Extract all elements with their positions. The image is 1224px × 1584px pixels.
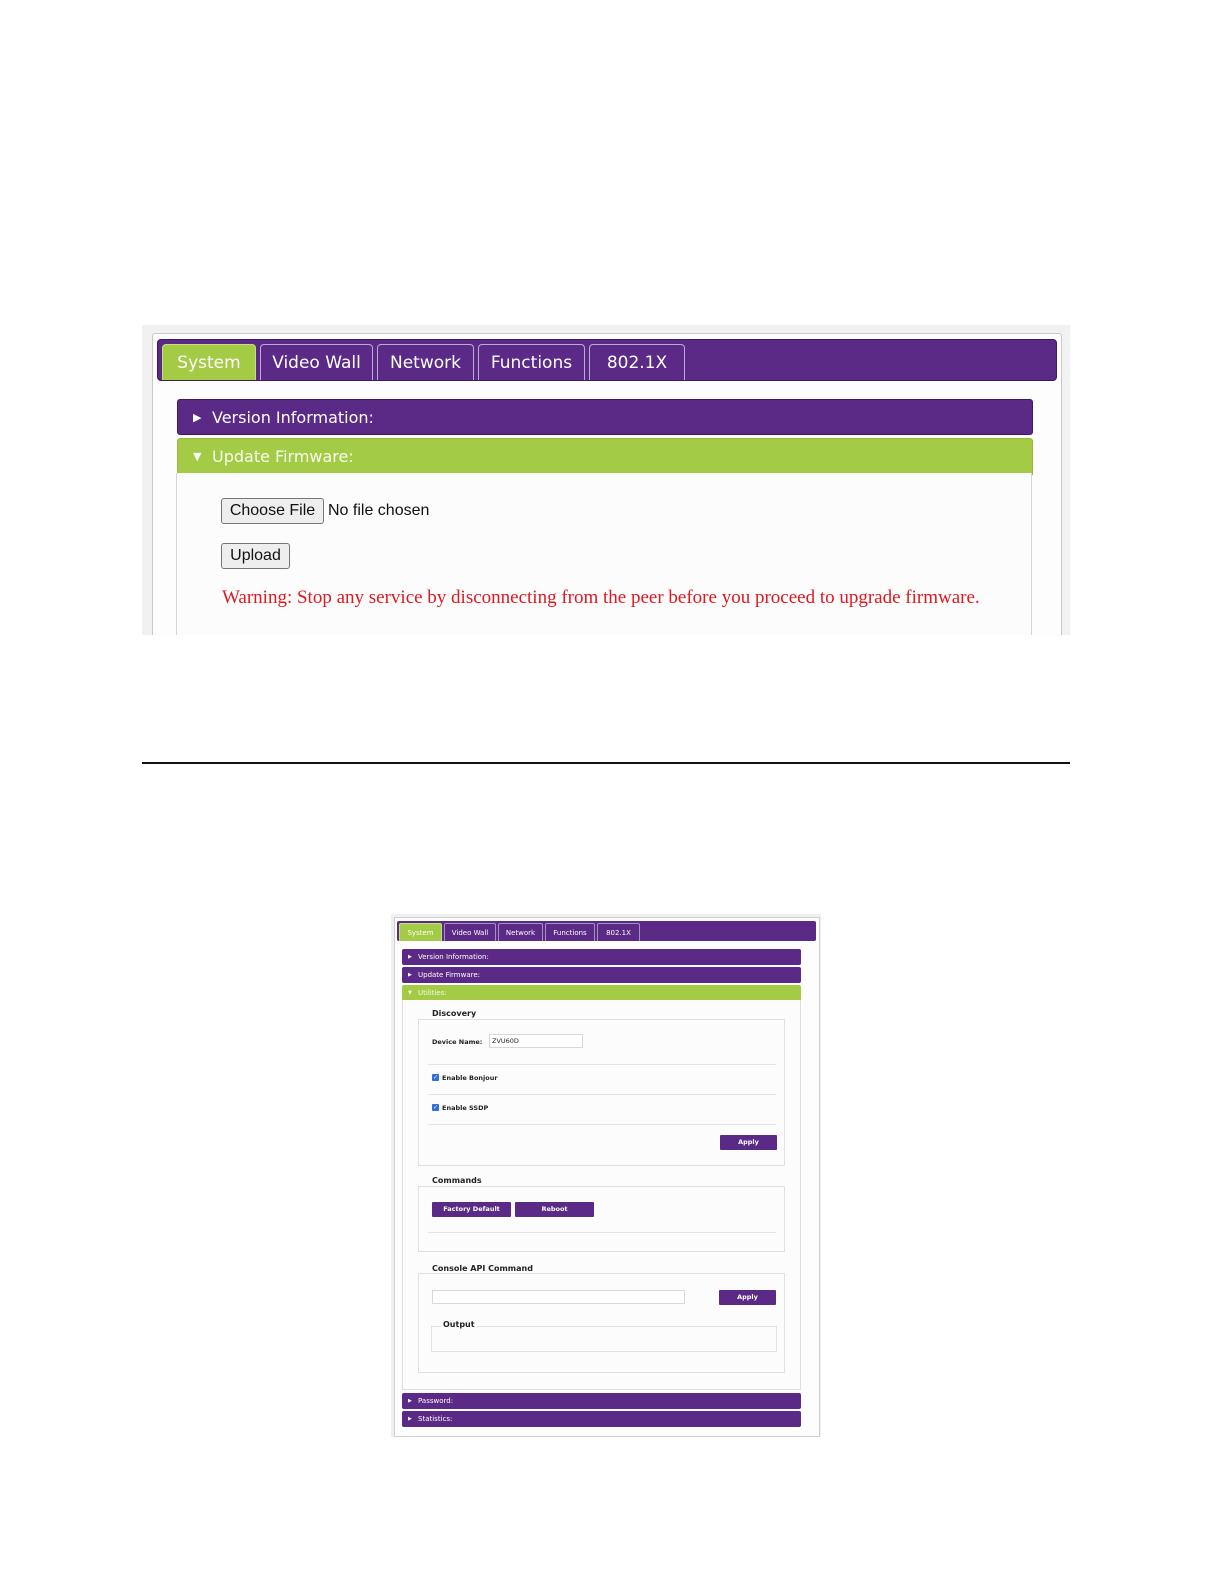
tab-functions[interactable]: Functions	[478, 344, 585, 380]
tab-802-1x[interactable]: 802.1X	[597, 923, 640, 941]
tab-network[interactable]: Network	[498, 923, 543, 941]
update-firmware-header[interactable]	[177, 438, 1033, 475]
caret-down-icon: ▼	[408, 990, 412, 996]
section-label: Version Information:	[212, 408, 374, 427]
tab-802-1x[interactable]: 802.1X	[589, 344, 685, 380]
section-label: Password:	[418, 1397, 454, 1405]
caret-down-icon: ▼	[193, 450, 202, 463]
caret-right-icon: ▶	[408, 1416, 412, 1422]
factory-default-button[interactable]: Factory Default	[432, 1202, 511, 1217]
horizontal-rule	[142, 762, 1070, 764]
tab-video-wall[interactable]: Video Wall	[260, 344, 373, 380]
divider	[428, 1064, 776, 1065]
caret-right-icon: ▶	[408, 972, 412, 978]
discovery-legend: Discovery	[432, 1009, 477, 1018]
section-label: Version Information:	[418, 953, 489, 961]
section-label: Utilities:	[418, 989, 447, 997]
firmware-screenshot	[142, 325, 1070, 635]
enable-bonjour-checkbox[interactable]: ✓	[432, 1074, 439, 1081]
output-fieldset	[431, 1326, 777, 1352]
discovery-apply-button[interactable]: Apply	[720, 1135, 777, 1150]
choose-file-button[interactable]: Choose File	[221, 498, 324, 524]
utilities-header[interactable]	[402, 985, 801, 1001]
statistics-header[interactable]	[402, 1411, 801, 1427]
device-name-label: Device Name:	[432, 1038, 483, 1046]
version-information-header[interactable]	[177, 399, 1033, 435]
tab-video-wall[interactable]: Video Wall	[444, 923, 496, 941]
output-legend: Output	[443, 1320, 475, 1329]
tab-system[interactable]: System	[399, 923, 442, 941]
reboot-button[interactable]: Reboot	[515, 1202, 594, 1217]
enable-ssdp-checkbox[interactable]: ✓	[432, 1104, 439, 1111]
section-label: Statistics:	[418, 1415, 453, 1423]
caret-right-icon: ▶	[193, 411, 202, 424]
commands-legend: Commands	[432, 1176, 482, 1185]
device-name-input[interactable]: ZVU60D	[489, 1034, 583, 1048]
caret-right-icon: ▶	[408, 954, 412, 960]
divider	[428, 1094, 776, 1095]
upload-button[interactable]: Upload	[221, 543, 290, 569]
console-api-legend: Console API Command	[432, 1264, 533, 1273]
divider	[428, 1124, 776, 1125]
file-status: No file chosen	[328, 502, 430, 519]
update-firmware-header[interactable]	[402, 967, 801, 983]
version-information-header[interactable]	[402, 949, 801, 965]
caret-right-icon: ▶	[408, 1398, 412, 1404]
tab-network[interactable]: Network	[377, 344, 474, 380]
divider	[428, 1232, 776, 1233]
enable-ssdp-label: Enable SSDP	[442, 1104, 489, 1112]
tab-bar	[397, 921, 816, 941]
password-header[interactable]	[402, 1393, 801, 1409]
enable-bonjour-label: Enable Bonjour	[442, 1074, 498, 1082]
console-apply-button[interactable]: Apply	[719, 1290, 776, 1305]
firmware-warning: Warning: Stop any service by disconnecting from the peer before you proceed to upgrade firmware.	[222, 587, 980, 608]
tab-functions[interactable]: Functions	[545, 923, 595, 941]
commands-fieldset	[418, 1186, 785, 1252]
section-label: Update Firmware:	[212, 447, 354, 466]
tab-bar	[157, 339, 1057, 381]
section-label: Update Firmware:	[418, 971, 481, 979]
utilities-screenshot	[391, 914, 821, 1437]
tab-system[interactable]: System	[162, 344, 256, 380]
console-command-input[interactable]	[432, 1290, 685, 1304]
